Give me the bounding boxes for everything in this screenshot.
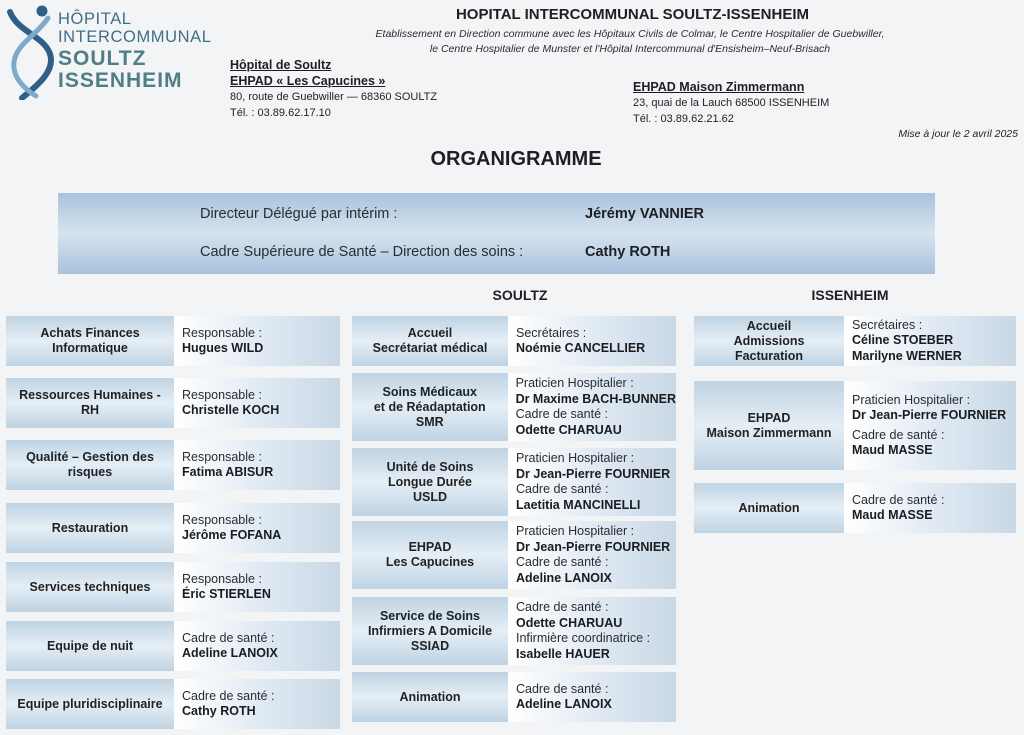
service-box [6, 562, 340, 612]
staff-role: Cadre de santé : [182, 688, 275, 703]
hospital-logo-icon [4, 2, 60, 100]
staff-name: Odette CHARUAU [516, 615, 623, 630]
service-box [352, 316, 676, 366]
service-staff [508, 373, 676, 441]
staff-name: Maud MASSE [852, 443, 933, 457]
site-address: 23, quai de la Lauch 68500 ISSENHEIM [633, 97, 830, 109]
service-name [352, 597, 508, 665]
hospital-title: HOPITAL INTERCOMMUNAL SOULTZ-ISSENHEIM [455, 6, 810, 23]
staff-name: Noémie CANCELLIER [516, 341, 646, 355]
staff-name: Cathy ROTH [182, 704, 256, 718]
service-box [6, 621, 340, 671]
service-box [6, 503, 340, 553]
service-box [352, 373, 676, 441]
service-name-text: Services techniques [29, 579, 151, 594]
staff-name: Céline STOEBER [852, 333, 954, 348]
staff-role: Praticien Hospitalier : [515, 376, 634, 390]
service-box [352, 597, 676, 665]
service-name [352, 316, 508, 366]
staff-role: Secrétaires : [852, 317, 923, 332]
staff-name: Éric STIERLEN [182, 587, 271, 601]
staff-role: Praticien Hospitalier : [516, 524, 635, 538]
service-box [6, 378, 340, 428]
service-staff [174, 562, 340, 612]
service-name [352, 448, 508, 516]
service-name-text: EHPAD Maison Zimmermann [706, 410, 832, 440]
service-staff [174, 679, 340, 729]
service-box [6, 440, 340, 490]
direction-banner: Directeur Délégué par intérim : Jérémy VANNIER Cadre Supérieure de Santé – Direction des soins : Cathy ROTH [58, 193, 935, 274]
service-name-text: Equipe de nuit [46, 638, 134, 653]
staff-role: Responsable : [182, 449, 262, 464]
service-name-text: Unité de Soins Longue Durée USLD [386, 459, 474, 504]
service-name-text: Ressources Humaines - RH [19, 388, 161, 417]
service-name [6, 440, 174, 490]
service-box [352, 448, 676, 516]
staff-role: Cadre de santé : [852, 427, 945, 442]
staff-role: Infirmière coordinatrice : [516, 631, 651, 645]
service-name [352, 672, 508, 722]
service-name [694, 483, 844, 533]
update-date: Mise à jour le 2 avril 2025 [898, 128, 1018, 140]
service-box [694, 381, 1016, 470]
site-ehpad: EHPAD Maison Zimmermann [633, 80, 805, 94]
column-heading-soultz: SOULTZ [492, 287, 548, 303]
service-staff [508, 521, 676, 589]
site-name: Hôpital de Soultz [230, 58, 332, 72]
service-box [6, 679, 340, 729]
service-staff [174, 503, 340, 553]
staff-role: Cadre de santé : [516, 600, 609, 614]
staff-name: Adeline LANOIX [182, 646, 278, 660]
service-name-text: Accueil Admissions Facturation [733, 318, 805, 363]
staff-name: Dr Jean-Pierre FOURNIER [516, 466, 671, 481]
staff-role: Cadre de santé : [516, 482, 609, 496]
service-staff [174, 378, 340, 428]
service-name-text: EHPAD Les Capucines [385, 540, 475, 569]
staff-name: Dr Jean-Pierre FOURNIER [852, 408, 1007, 422]
service-name [6, 621, 174, 671]
service-name [6, 562, 174, 612]
staff-role: Responsable : [182, 512, 262, 527]
staff-name: Laetitia MANCINELLI [516, 497, 641, 512]
service-name-text: Animation [738, 500, 800, 515]
service-name-text: Qualité – Gestion des risques [26, 450, 154, 479]
service-name [6, 378, 174, 428]
service-box [694, 483, 1016, 533]
staff-name: Dr Jean-Pierre FOURNIER [516, 539, 671, 554]
service-name-text: Accueil Secrétariat médical [372, 326, 488, 355]
service-name [352, 373, 508, 441]
staff-name: Christelle KOCH [182, 403, 280, 417]
staff-name: Adeline LANOIX [516, 570, 612, 585]
site-issenheim [633, 79, 933, 127]
staff-role: Cadre de santé : [182, 630, 275, 645]
service-name-text: Restauration [51, 520, 129, 535]
staff-name: Adeline LANOIX [516, 697, 612, 711]
service-staff [508, 597, 676, 665]
staff-role: Praticien Hospitalier : [516, 451, 635, 465]
staff-name: Isabelle HAUER [516, 646, 610, 661]
staff-role: Cadre de santé : [516, 681, 609, 696]
staff-role: Cadre de santé : [515, 407, 608, 421]
service-staff [508, 672, 676, 722]
staff-role: Secrétaires : [516, 325, 587, 340]
service-box [352, 521, 676, 589]
service-box [352, 672, 676, 722]
column-heading-issenheim: ISSENHEIM [811, 287, 889, 303]
service-name-text: Achats Finances Informatique [40, 326, 140, 355]
service-name-text: Equipe pluridisciplinaire [17, 696, 163, 711]
service-staff [508, 448, 676, 516]
service-staff [844, 316, 1016, 366]
page-title: ORGANIGRAMME [430, 148, 602, 170]
service-name [352, 521, 508, 589]
site-phone: Tél. : 03.89.62.17.10 [230, 107, 331, 119]
staff-role: Responsable : [182, 325, 262, 340]
service-name [694, 381, 844, 470]
service-name-text: Service de Soins Infirmiers A Domicile SSIAD [367, 608, 493, 653]
service-name [6, 679, 174, 729]
service-staff [844, 381, 1016, 470]
staff-name: Dr Maxime BACH-BUNNER [515, 391, 676, 406]
site-address: 80, route de Guebwiller — 68360 SOULTZ [230, 91, 438, 103]
service-name [694, 316, 844, 366]
staff-name: Hugues WILD [182, 341, 264, 355]
service-staff [174, 621, 340, 671]
service-staff [174, 440, 340, 490]
service-box [6, 316, 340, 366]
staff-name: Marilyne WERNER [852, 348, 962, 363]
staff-role: Praticien Hospitalier : [852, 392, 971, 407]
service-name [6, 503, 174, 553]
site-phone: Tél. : 03.89.62.21.62 [633, 113, 734, 125]
site-soultz [230, 57, 570, 121]
service-box [694, 316, 1016, 366]
service-staff [508, 316, 676, 366]
staff-name: Fatima ABISUR [182, 465, 274, 479]
staff-role: Responsable : [182, 387, 262, 402]
service-name-text: Animation [399, 689, 461, 704]
hospital-subtitle: Etablissement en Direction commune avec les Hôpitaux Civils de Colmar, le Centre Hospitalier de Guebwiller, le Centre Hospitalier de Munster et l'Hôpital Intercommunal d'Ensisheim–Neuf-Brisach [375, 28, 885, 55]
staff-role: Responsable : [182, 571, 262, 586]
service-staff [844, 483, 1016, 533]
staff-role: Cadre de santé : [852, 492, 945, 507]
service-name [6, 316, 174, 366]
staff-name: Maud MASSE [852, 508, 933, 522]
staff-name: Odette CHARUAU [515, 422, 622, 437]
staff-role: Cadre de santé : [516, 555, 609, 569]
logo-wordmark: HÔPITAL INTERCOMMUNAL SOULTZ ISSENHEIM [58, 10, 212, 92]
service-name-text: Soins Médicaux et de Réadaptation SMR [373, 384, 486, 429]
service-staff [174, 316, 340, 366]
staff-name: Jérôme FOFANA [182, 528, 282, 542]
site-ehpad: EHPAD « Les Capucines » [230, 74, 386, 88]
